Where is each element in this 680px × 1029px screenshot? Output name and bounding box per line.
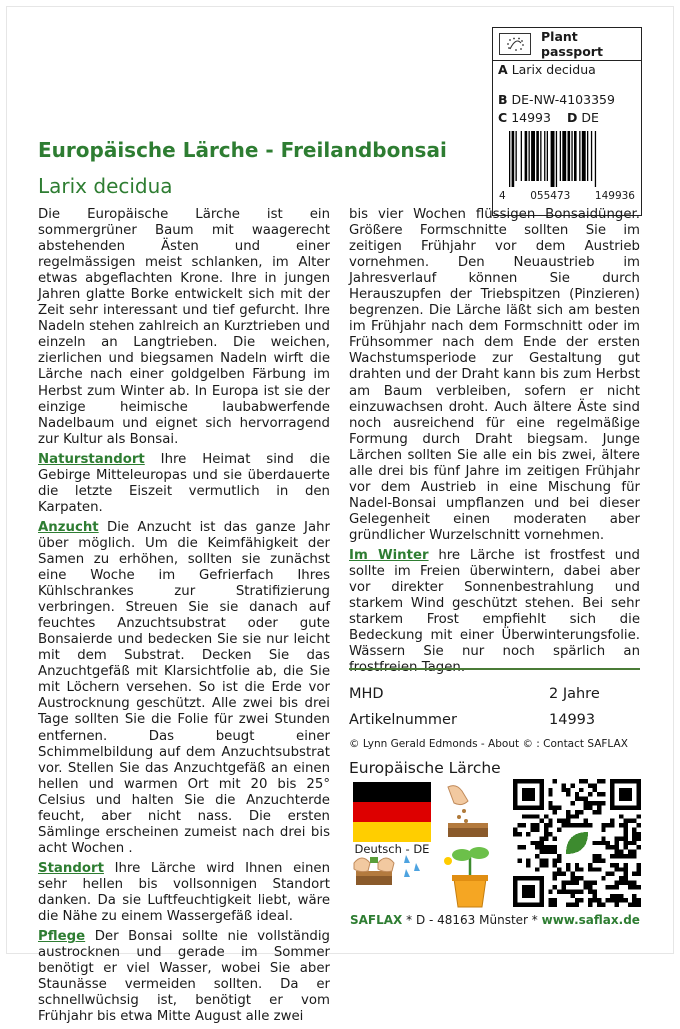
section-pflege: Pflege Der Bonsai sollte nie vollständig austrocknen und gerade im Sommer benötigt er viel Wasser, wobei Sie aber Staunässe vermeiden sollten. Da er schnellwüchsig ist, benötigt er vom Frühjahr bis etwa Mitte August alle zwei [38,929,330,1025]
seed-hand-icon [448,786,488,837]
section-heading: Anzucht [38,519,99,535]
website-link[interactable]: www.saflax.de [541,913,640,927]
description-right-column [349,207,640,680]
qr-code[interactable] [513,779,641,907]
article-value: 14993 [549,712,596,728]
passport-line-a: A Larix decidua [498,62,596,77]
brand-name: SAFLAX [350,913,403,927]
hands-planting-icon [354,857,394,885]
sun-icon [444,857,452,865]
description-left-column [38,207,330,1029]
plant-passport-title: Plant passport [541,29,603,59]
address: * D - 48163 Münster * [402,913,542,927]
section-heading: Standort [38,860,104,876]
copyright-notice: © Lynn Gerald Edmonds - About © : Contact SAFLAX [349,738,628,750]
mhd-label: MHD [349,686,384,702]
watering-icon [404,855,420,877]
intro-paragraph: Die Europäische Lärche ist ein sommergrüner Baum mit waagerecht abstehenden Ästen und einer regelmässigen meist schlanken, im Alter etwas abgeflachten Krone. Ihre in jungen Jahren glatte Borke entwickelt sich mit der Zeit sehr interessant und tief gefurcht. Ihre Nadeln stehen zahlreich an Kurztrieben und einzeln an Langtrieben. Die weichen, zierlichen und biegsamen Nadeln wirft die Lärche nach einer goldgelben Färbung im Herbst zum Winter ab. In Europa ist sie der einzige heimische laubabwerfende Nadelbaum und eignet sich hervorragend zur Kultur als Bonsai. [38,207,330,447]
section-im-winter: Im Winter hre Lärche ist frostfest und sollte im Freien überwintern, dabei aber vor direkter Sonnenbestrahlung und starkem Wind geschützt stehen. Bei sehr starkem Frost empfiehlt sich die Bedeckung mit einer Überwinterungsfolie. Wässern Sie nur noch spärlich an [349,547,640,660]
footer [350,913,640,927]
eu-organic-leaf-icon [499,33,531,55]
passport-line-c-d: C 14993 D DE [498,110,599,125]
mhd-value: 2 Jahre [549,686,600,702]
section-standort: Standort Ihre Lärche wird Ihnen einen sehr hellen bis vollsonnigen Standort danken. Da sie Luftfeuchtigkeit liebt, wäre die Nähe zu einem Wassergefäß ideal. [38,860,330,925]
plant-passport-header [493,28,641,61]
article-label: Artikelnummer [349,712,457,728]
sowing-pictogram [348,783,504,909]
barcode-digits: 4 055473 149936 [499,190,635,202]
section-heading: Im Winter [349,547,429,563]
section-heading: Naturstandort [38,451,145,467]
page-title: Europäische Lärche - Freilandbonsai [38,138,447,162]
divider [349,668,640,670]
barcode [509,131,633,187]
language-label: Deutsch - DE [354,842,430,856]
seedling-pot-icon [452,847,489,907]
plant-passport [492,27,642,216]
section-heading: Pflege [38,929,86,945]
species-name: Europäische Lärche [349,759,501,777]
section-naturstandort: Naturstandort Ihre Heimat sind die Gebirge Mitteleuropas und sie überdauerte die letzte Eiszeit vermutlich in den Karpaten. [38,451,330,515]
latin-name: Larix decidua [38,174,173,198]
section-anzucht: Anzucht Die Anzucht ist das ganze Jahr über möglich. Um die Keimfähigkeit der Samen zu erhöhen, sollten sie zunächst eine Woche im Gefrierfach Ihres Kühlschrankes zur Stratifizierung verbringen. Streuen Sie sie danach auf feuchtes Anzuchtsubstrat oder gute Bonsaierde und bedecken Sie sie nur leicht mit dem Substrat. Decken Sie das Anzuchtgefäß mit Klarsichtfolie ab, die Sie mit Löchern versehen. So ist die Erde vor Austrocknung geschützt. Alle zwei bis drei Tage sollten Sie die Folie für zwei Stunden entfernen. Das beugt einer Schimmelbildung auf dem Anzuchtsubstrat vor. Stellen Sie das Anzuchtgefäß an einen hellen und warmen Ort mit 20 bis 25° Celsius und halten Sie die Anzuchterde feucht, aber nicht nass. Die ersten Sämlinge erscheinen zumeist nach drei bis acht Wochen . [38,519,330,856]
passport-line-b: B DE-NW-4103359 [498,92,615,107]
section-pflege-continued: bis vier Wochen flüssigen Bonsaidünger. Größere Formschnitte sollten Sie im zeitigen Frühjahr vor dem Austrieb vornehmen. Den Neuaustrieb im Jahresverlauf können Sie durch Herauszupfen der Triebspitzen (Pinzieren) begrenzen. Die Lärche läßt sich am besten im Frühjahr nach dem Formschnitt oder im Frühsommer nach dem Ende der ersten Wachstumsperiode zur Gestaltung gut drahten und der Draht kann bis zum Herbst am Baum verbleiben, sofern er nicht einzuwachsen droht. Auch ältere Äste sind noch ausreichend für eine regelmäßige Formung durch Draht biegsam. Junge Lärchen sollten Sie alle ein bis zwei, ältere alle drei bis fünf Jahre im zeitigen Frühjahr vor dem Austrieb in eine Mischung für Nadel-Bonsai umpflanzen und bei dieser Gelegenheit einen moderaten aber gründlicher Wurzelschnitt vornehmen. [349,207,640,543]
